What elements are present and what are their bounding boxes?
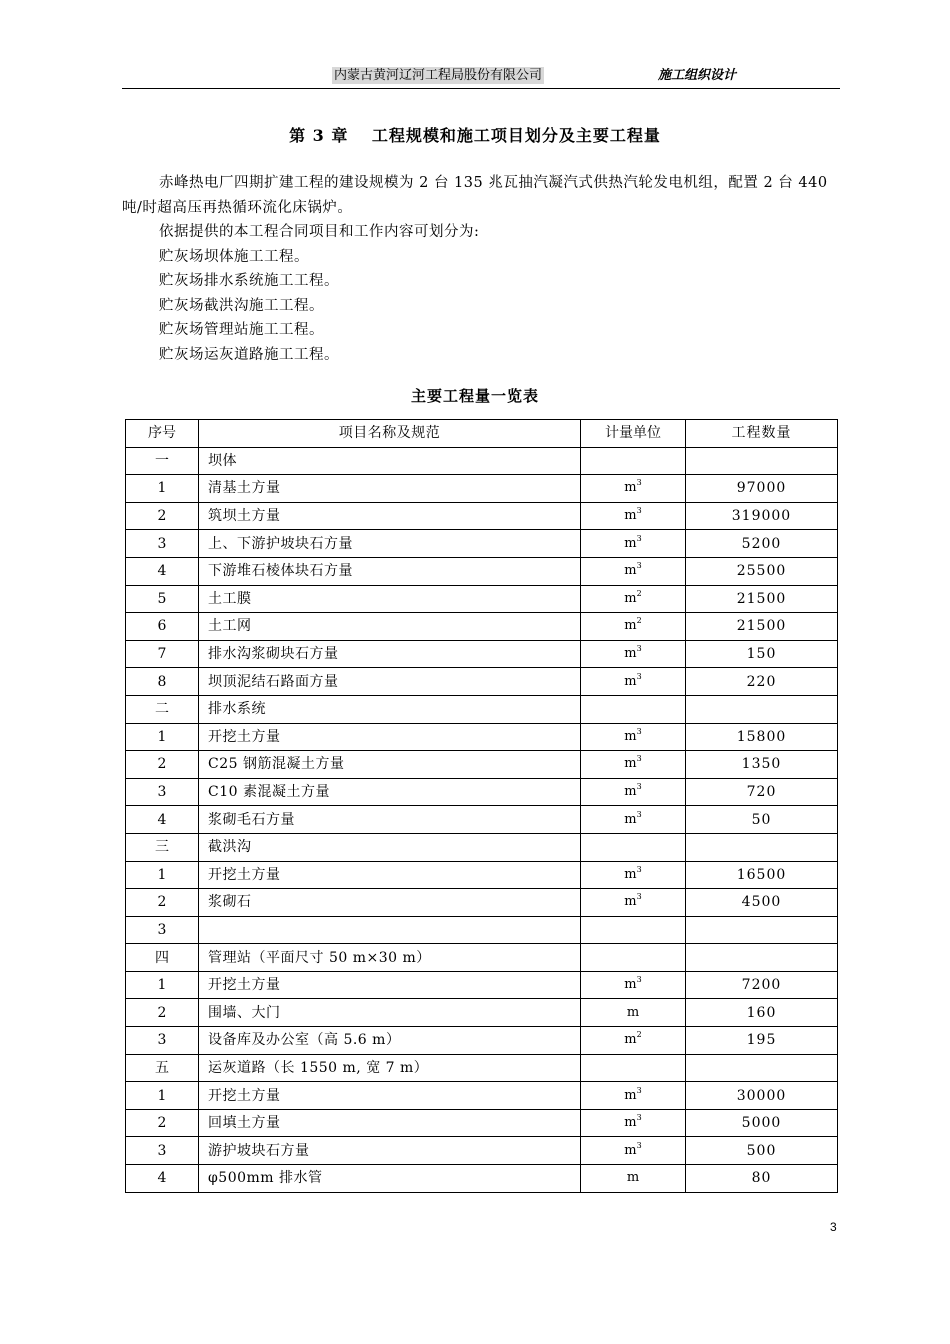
table-row [126, 999, 838, 1027]
intro-paragraph-2: 依据提供的本工程合同项目和工作内容可划分为: [159, 224, 480, 240]
item-name-cell: 开挖土方量 [199, 861, 581, 889]
unit-cell [581, 1027, 686, 1055]
table-row [126, 1082, 838, 1110]
unit-cell [581, 806, 686, 834]
unit-cell [581, 1054, 686, 1082]
header-cell: 计量单位 [581, 420, 686, 448]
table-row [126, 1165, 838, 1193]
row-number-cell: 2 [126, 751, 199, 779]
unit-exponent: 3 [636, 1140, 642, 1150]
table-row [126, 1137, 838, 1165]
unit-exponent: 3 [636, 506, 642, 516]
quantity-cell: 5000 [686, 1109, 838, 1137]
quantity-cell [686, 695, 838, 723]
table-row [126, 475, 838, 503]
row-number-cell: 3 [126, 530, 199, 558]
row-number-cell: 3 [126, 778, 199, 806]
item-name-cell: C25 钢筋混凝土方量 [199, 751, 581, 779]
quantity-cell: 30000 [686, 1082, 838, 1110]
unit-exponent: 3 [636, 726, 642, 736]
row-number-cell: 4 [126, 557, 199, 585]
quantity-cell [686, 1054, 838, 1082]
unit-exponent: 2 [636, 1030, 642, 1040]
quantity-cell [686, 833, 838, 861]
quantity-cell: 150 [686, 640, 838, 668]
item-name-cell: 开挖土方量 [199, 723, 581, 751]
table-row [126, 668, 838, 696]
row-number-cell: 1 [126, 723, 199, 751]
unit-cell [581, 1165, 686, 1193]
unit-cell [581, 723, 686, 751]
item-name-cell: 下游堆石棱体块石方量 [199, 557, 581, 585]
table-row [126, 447, 838, 475]
unit-text: m [624, 784, 637, 800]
item-name-cell [199, 916, 581, 944]
unit-cell [581, 751, 686, 779]
table-row [126, 557, 838, 585]
row-number-cell: 1 [126, 475, 199, 503]
row-number-cell: 四 [126, 944, 199, 972]
unit-text: m [624, 756, 637, 772]
row-number-cell: 3 [126, 1137, 199, 1165]
unit-text: m [624, 1032, 637, 1048]
quantity-cell: 195 [686, 1027, 838, 1055]
table-row [126, 723, 838, 751]
item-name-cell: 管理站（平面尺寸 50 m×30 m） [199, 944, 581, 972]
unit-text: m [624, 646, 637, 662]
quantity-cell: 500 [686, 1137, 838, 1165]
unit-cell [581, 475, 686, 503]
chapter-title: 第 3 章 工程规模和施工项目划分及主要工程量 [289, 126, 661, 145]
table-row [126, 640, 838, 668]
header-cell: 工程数量 [686, 420, 838, 448]
table-row [126, 530, 838, 558]
row-number-cell: 4 [126, 806, 199, 834]
item-name-cell: C10 素混凝土方量 [199, 778, 581, 806]
table-row [126, 695, 838, 723]
unit-text: m [624, 508, 637, 524]
unit-cell [581, 447, 686, 475]
item-name-cell: 游护坡块石方量 [199, 1137, 581, 1165]
quantities-table [125, 419, 838, 1193]
row-number-cell: 3 [126, 916, 199, 944]
unit-cell [581, 916, 686, 944]
unit-text: m [624, 728, 637, 744]
unit-cell [581, 1109, 686, 1137]
unit-exponent: 3 [636, 1113, 642, 1123]
quantity-cell: 7200 [686, 971, 838, 999]
row-number-cell: 2 [126, 889, 199, 917]
table-row [126, 806, 838, 834]
item-name-cell: 筑坝土方量 [199, 502, 581, 530]
unit-text: m [624, 1142, 637, 1158]
unit-text: m [624, 1087, 637, 1103]
page-number: 3 [830, 1220, 837, 1234]
item-name-cell: 土工膜 [199, 585, 581, 613]
unit-cell [581, 999, 686, 1027]
list-item: 贮灰场排水系统施工工程。 [159, 273, 339, 289]
unit-cell [581, 640, 686, 668]
table-row [126, 1054, 838, 1082]
quantity-cell: 16500 [686, 861, 838, 889]
row-number-cell: 1 [126, 861, 199, 889]
row-number-cell: 2 [126, 502, 199, 530]
document-title: 施工组织设计 [658, 68, 737, 83]
header-cell: 项目名称及规范 [199, 420, 581, 448]
quantity-cell [686, 916, 838, 944]
table-row [126, 889, 838, 917]
unit-text: m [626, 1170, 640, 1186]
unit-text: m [624, 590, 637, 606]
unit-cell [581, 668, 686, 696]
item-name-cell: 设备库及办公室（高 5.6 m） [199, 1027, 581, 1055]
quantity-cell: 25500 [686, 557, 838, 585]
row-number-cell: 8 [126, 668, 199, 696]
unit-exponent: 3 [636, 809, 642, 819]
row-number-cell: 1 [126, 1082, 199, 1110]
row-number-cell: 二 [126, 695, 199, 723]
unit-cell [581, 1137, 686, 1165]
item-name-cell: 清基土方量 [199, 475, 581, 503]
quantity-cell: 4500 [686, 889, 838, 917]
quantity-cell [686, 944, 838, 972]
quantity-cell: 21500 [686, 613, 838, 641]
unit-exponent: 3 [636, 864, 642, 874]
unit-cell [581, 585, 686, 613]
row-number-cell: 5 [126, 585, 199, 613]
quantity-cell: 319000 [686, 502, 838, 530]
unit-exponent: 3 [636, 478, 642, 488]
unit-exponent: 3 [636, 754, 642, 764]
unit-cell [581, 530, 686, 558]
unit-text: m [624, 1115, 637, 1131]
row-number-cell: 三 [126, 833, 199, 861]
unit-exponent: 3 [636, 644, 642, 654]
item-name-cell: 浆砌石 [199, 889, 581, 917]
unit-cell [581, 944, 686, 972]
intro-paragraph: 赤峰热电厂四期扩建工程的建设规模为 2 台 135 兆瓦抽汽凝汽式供热汽轮发电机组，配置 2 台 440 吨/时超高压再热循环流化床锅炉。 [122, 175, 828, 216]
unit-text: m [624, 866, 637, 882]
unit-text: m [624, 563, 637, 579]
table-row [126, 613, 838, 641]
table-body [126, 447, 838, 1192]
item-name-cell: 排水沟浆砌块石方量 [199, 640, 581, 668]
quantity-cell [686, 447, 838, 475]
quantity-cell: 1350 [686, 751, 838, 779]
item-name-cell: 坝顶泥结石路面方量 [199, 668, 581, 696]
item-name-cell: 开挖土方量 [199, 971, 581, 999]
table-title: 主要工程量一览表 [410, 387, 539, 405]
unit-cell [581, 613, 686, 641]
list-item: 贮灰场管理站施工工程。 [159, 322, 324, 338]
list-item: 贮灰场截洪沟施工工程。 [159, 297, 324, 314]
unit-text: m [624, 894, 637, 910]
unit-exponent: 3 [636, 561, 642, 571]
row-number-cell: 7 [126, 640, 199, 668]
unit-exponent: 3 [636, 892, 642, 902]
unit-exponent: 3 [636, 533, 642, 543]
row-number-cell: 1 [126, 971, 199, 999]
unit-text: m [624, 673, 637, 689]
company-name: 内蒙古黄河辽河工程局股份有限公司 [334, 68, 543, 83]
unit-exponent: 2 [636, 616, 642, 626]
item-name-cell: 围墙、大门 [199, 999, 581, 1027]
table-row [126, 944, 838, 972]
row-number-cell: 五 [126, 1054, 199, 1082]
unit-cell [581, 971, 686, 999]
unit-cell [581, 502, 686, 530]
item-name-cell: 排水系统 [199, 695, 581, 723]
unit-text: m [624, 811, 637, 827]
unit-exponent: 3 [636, 671, 642, 681]
unit-text: m [624, 618, 637, 634]
row-number-cell: 2 [126, 999, 199, 1027]
table-row [126, 751, 838, 779]
intro-section [122, 171, 842, 367]
unit-cell [581, 833, 686, 861]
row-number-cell: 6 [126, 613, 199, 641]
list-item: 贮灰场坝体施工工程。 [159, 248, 309, 265]
row-number-cell: 一 [126, 447, 199, 475]
table-row [126, 1027, 838, 1055]
table-row [126, 502, 838, 530]
list-item: 贮灰场运灰道路施工工程。 [159, 346, 339, 363]
table-row [126, 861, 838, 889]
item-name-cell: 土工网 [199, 613, 581, 641]
unit-cell [581, 557, 686, 585]
unit-text: m [626, 1004, 640, 1020]
item-name-cell: 回填土方量 [199, 1109, 581, 1137]
quantity-cell: 50 [686, 806, 838, 834]
unit-exponent: 3 [636, 975, 642, 985]
item-name-cell: 截洪沟 [199, 833, 581, 861]
table-row [126, 833, 838, 861]
unit-cell [581, 778, 686, 806]
table-row [126, 778, 838, 806]
quantity-cell: 720 [686, 778, 838, 806]
unit-cell [581, 889, 686, 917]
quantity-cell: 97000 [686, 475, 838, 503]
table-row [126, 971, 838, 999]
page-header [122, 66, 840, 89]
unit-cell [581, 861, 686, 889]
unit-cell [581, 1082, 686, 1110]
row-number-cell: 4 [126, 1165, 199, 1193]
quantity-cell: 80 [686, 1165, 838, 1193]
table-row [126, 585, 838, 613]
item-name-cell: 开挖土方量 [199, 1082, 581, 1110]
item-name-cell: 浆砌毛石方量 [199, 806, 581, 834]
item-name-cell: 坝体 [199, 447, 581, 475]
table-row [126, 916, 838, 944]
unit-exponent: 2 [636, 588, 642, 598]
header-cell: 序号 [126, 420, 199, 448]
quantity-cell: 5200 [686, 530, 838, 558]
unit-cell [581, 695, 686, 723]
unit-text: m [624, 535, 637, 551]
unit-exponent: 3 [636, 1085, 642, 1095]
row-number-cell: 2 [126, 1109, 199, 1137]
quantity-cell: 21500 [686, 585, 838, 613]
unit-exponent: 3 [636, 782, 642, 792]
unit-text: m [624, 977, 637, 993]
unit-text: m [624, 480, 637, 496]
quantity-cell: 15800 [686, 723, 838, 751]
quantity-cell: 160 [686, 999, 838, 1027]
item-name-cell: 上、下游护坡块石方量 [199, 530, 581, 558]
row-number-cell: 3 [126, 1027, 199, 1055]
item-name-cell: 运灰道路（长 1550 m, 宽 7 m） [199, 1054, 581, 1082]
table-row [126, 1109, 838, 1137]
quantity-cell: 220 [686, 668, 838, 696]
table-header-row [126, 420, 838, 448]
item-name-cell: φ500mm 排水管 [199, 1165, 581, 1193]
